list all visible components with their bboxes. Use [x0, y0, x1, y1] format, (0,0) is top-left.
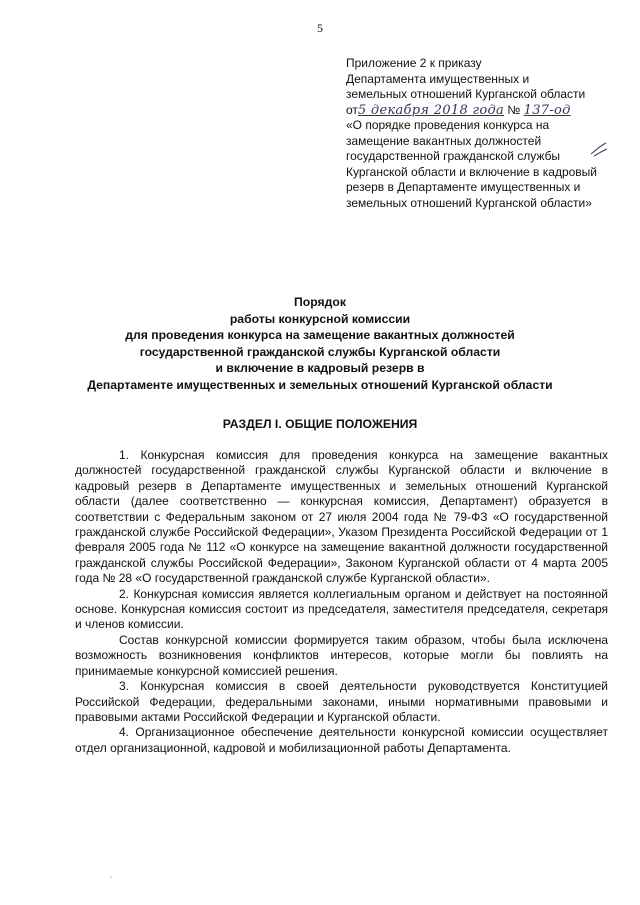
paragraph-4: 3. Конкурсная комиссия в своей деятельности руководствуется Конституцией Российской Федерации, федеральными законами, иными нормативными правовыми и правовыми актами Российской Федерации и Курганской области.: [75, 679, 608, 724]
paragraph-5: 4. Организационное обеспечение деятельности конкурсной комиссии осуществляет отдел организационной, кадровой и мобилизационной работы Департамента.: [75, 725, 608, 755]
appendix-date-line: [346, 103, 616, 119]
section-heading: РАЗДЕЛ I. ОБЩИЕ ПОЛОЖЕНИЯ: [222, 417, 418, 431]
paragraph-2: 2. Конкурсная комиссия является коллегиальным органом и действует на постоянной основе. Конкурсная комиссия состоит из председателя, заместителя председателя, секретаря и членов комиссии.: [75, 586, 608, 632]
title-line-2: работы конкурсной комиссии: [229, 311, 411, 326]
title-line-1: Порядок: [294, 295, 346, 309]
title-line-4: государственной гражданской службы Курганской области: [139, 344, 501, 359]
paragraph-3: Состав конкурсной комиссии формируется таким образом, чтобы была исключена возможность возникновения конфликтов интересов, которые могли бы повлиять на принимаемые конкурсной комиссией решения.: [75, 632, 608, 678]
number-prefix: №: [507, 102, 521, 117]
body-text: [75, 448, 608, 756]
scan-speck: [110, 876, 112, 878]
title-line-5: и включение в кадровый резерв в: [215, 361, 425, 375]
page-number: 5: [317, 21, 323, 35]
document-title: [0, 294, 640, 393]
date-prefix: от: [346, 102, 358, 117]
paragraph-1: 1. Конкурсная комиссия для проведения конкурса на замещение вакантных должностей государственной гражданской службы Курганской области и включение в кадровый резерв в Департаменте имущественных и земельных отношений Курганской области (далее соответственно — конкурсная комиссия, Департамент) образуется в соответствии с Федеральным законом от 27 июля 2004 года № 79-ФЗ «О государственной гражданской службе Российской Федерации», Указом Президента Российской Федерации от 1 февраля 2005 года № 112 «О конкурсе на замещение вакантной должности государственной гражданской службы Российской Федерации», Законом Курганской области от 4 марта 2005 года № 28 «О государственной гражданской службе Курганской области».: [75, 448, 608, 586]
appendix-line-1: Приложение 2 к приказу: [346, 56, 482, 70]
title-line-6: Департаменте имущественных и земельных отношений Курганской области: [87, 377, 553, 392]
appendix-block: [346, 56, 616, 211]
handwritten-date: 5 декабря 2018 года: [357, 102, 505, 118]
appendix-line-2: Департамента имущественных и: [346, 71, 530, 86]
appendix-line-3: земельных отношений Курганской области: [346, 87, 586, 101]
title-line-3: для проведения конкурса на замещение вакантных должностей: [125, 328, 515, 342]
handwritten-order-number: 137-од: [523, 102, 571, 118]
handwritten-mark-icon: [588, 140, 610, 160]
order-title: «О порядке проведения конкурса на замещение вакантных должностей государственной гражданской службы Курганской области и включение в кадровый резерв в Департаменте имущественных и земельных отношений Курганской области»: [346, 118, 598, 210]
